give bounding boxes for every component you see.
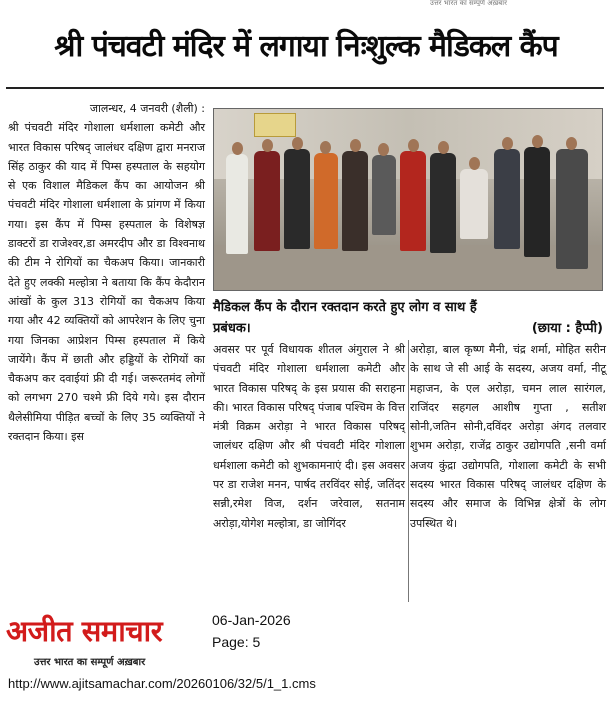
dateline: जालन्धर, 4 जनवरी (शैली) : — [89, 102, 205, 115]
photo-head — [320, 141, 331, 154]
issue-date: 06-Jan-2026 — [212, 612, 291, 628]
photo-person — [254, 151, 280, 251]
photo-head — [469, 157, 480, 170]
photo-person — [372, 155, 396, 235]
source-url-link[interactable]: http://www.ajitsamachar.com/20260106/32/5/1_1.cms — [8, 676, 316, 691]
photo-credit: (छाया : हैप्पी) — [531, 321, 603, 336]
page-number: Page: 5 — [212, 634, 261, 650]
photo-head — [262, 139, 273, 152]
photo-person — [494, 149, 520, 249]
newspaper-tagline: उत्तर भारत का सम्पूर्ण अख़बार — [34, 657, 146, 668]
article-text-col1: श्री पंचवटी मंदिर गोशाला धर्मशाला कमेटी और भारत विकास परिषद् जालंधर दक्षिण द्वारा मनराज सिंह ठाकुर की याद में पिम्स हस्पताल के सहयोग से एक विशाल मैडिकल कैंप का आयोजन श्री पंचवटी मंदिर गोशाला धर्मशाला के प्रांगण में किया गया। इस कैंप में पिम्स हस्पताल के विशेषज्ञ डाक्टरों डा राजेश्वर,डा अमरदीप और डा विश्वनाथ की टीम ने रोगियों का चैकअप किया। जानकारी देते हुए लक्की मल्होत्रा ने बताया कि कैंप केदौरान आंखों के कुल 313 रोगियों का चैकअप किया गया और 42 व्यक्तियों को आपरेशन के लिए चुना गया जिनका आप्रेशन पिम्स हस्पताल में किये जायेंगे। कैंप में छाती और हड्डियों के रोगियों का चैकअप कर दवाईयां फ्री दी गई। जरूरतमंद लोगों को लगभग 270 चश्मे फ्री दिये गये। इस दौरान थैलेसीमिया पीड़ित बच्चों के लिए 35 व्यक्तियों ने रक्तदान किया। इस — [8, 121, 205, 444]
photo-head — [408, 139, 419, 152]
article-column-3 — [410, 340, 606, 533]
photo-head — [378, 143, 389, 156]
photo-person — [400, 151, 426, 251]
photo-person — [460, 169, 488, 239]
caption-label: प्रबंधक। — [213, 321, 251, 336]
photo-person — [524, 147, 550, 257]
photo-head — [502, 137, 513, 150]
top-strip-text: उत्तर भारत का सम्पूर्ण अख़बार — [430, 0, 507, 6]
article-text-col2: अवसर पर पूर्व विधायक शीतल अंगुराल ने श्री पंचवटी मंदिर गोशाला धर्मशाला कमेटी और भारत विकास परिषद् के इस प्रयास की सराहना की। भारत विकास परिषद् पंजाब पश्चिम के वित्त मंत्री विक्रम अरोड़ा ने भारत विकास परिषद् जालंधर दक्षिण और श्री पंचवटी मंदिर गोशाला धर्मशाला कमेटी को शुभकामनाएं दी। इस अवसर पर डा राजेश मनन, पार्षद तरविंदर सोई, जतिंदर सन्नी,रमेश विज, दर्शन जरेवाल, सतनाम अरोड़ा,योगेश मल्होत्रा, डा जोगिंदर — [213, 343, 405, 530]
photo-caption-line1: मैडिकल कैंप के दौरान रक्तदान करते हुए लोग व साथ हैं — [213, 300, 477, 315]
top-strip — [430, 0, 605, 6]
photo-head — [292, 137, 303, 150]
photo-head — [232, 142, 243, 155]
photo-head — [350, 139, 361, 152]
photo-person — [284, 149, 310, 249]
column-divider — [408, 340, 409, 602]
event-photo — [213, 108, 603, 291]
headline-rule — [6, 87, 604, 89]
photo-person — [430, 153, 456, 253]
article-column-1 — [8, 99, 205, 446]
article-column-2 — [213, 340, 405, 533]
photo-person — [314, 153, 338, 249]
newspaper-logo: अजीत समाचार — [6, 614, 163, 648]
article-text-col3: अरोड़ा, बाल कृष्ण मैनी, चंद्र शर्मा, मोहित सरीन के साथ जे सी आई के सदस्य, अजय वर्मा, नीटू महाजन, के एल अरोड़ा, चमन लाल सारंगल, राजिंदर सहगल आशीष गुप्ता , सतीश सोनी,जतिन सोनी,दविंदर अरोड़ा अंगद तलवार शुभम अरोड़ा, राजेंद्र ठाकुर उद्योगपति ,सनी वर्मा अजय कुंद्रा उद्योगपति, गोशाला कमेटी के सभी सदस्य भारत विकास परिषद् जालंधर दक्षिण के सदस्य और समाज के विभिन्न क्षेत्रों के लोग उपस्थित थे। — [410, 343, 606, 530]
headline: श्री पंचवटी मंदिर में लगाया निःशुल्क मैडिकल कैंप — [54, 29, 558, 64]
photo-person — [556, 149, 588, 269]
photo-head — [438, 141, 449, 154]
photo-head — [532, 135, 543, 148]
photo-banner — [254, 113, 296, 137]
photo-person — [342, 151, 368, 251]
photo-head — [566, 137, 577, 150]
photo-person — [226, 154, 248, 254]
